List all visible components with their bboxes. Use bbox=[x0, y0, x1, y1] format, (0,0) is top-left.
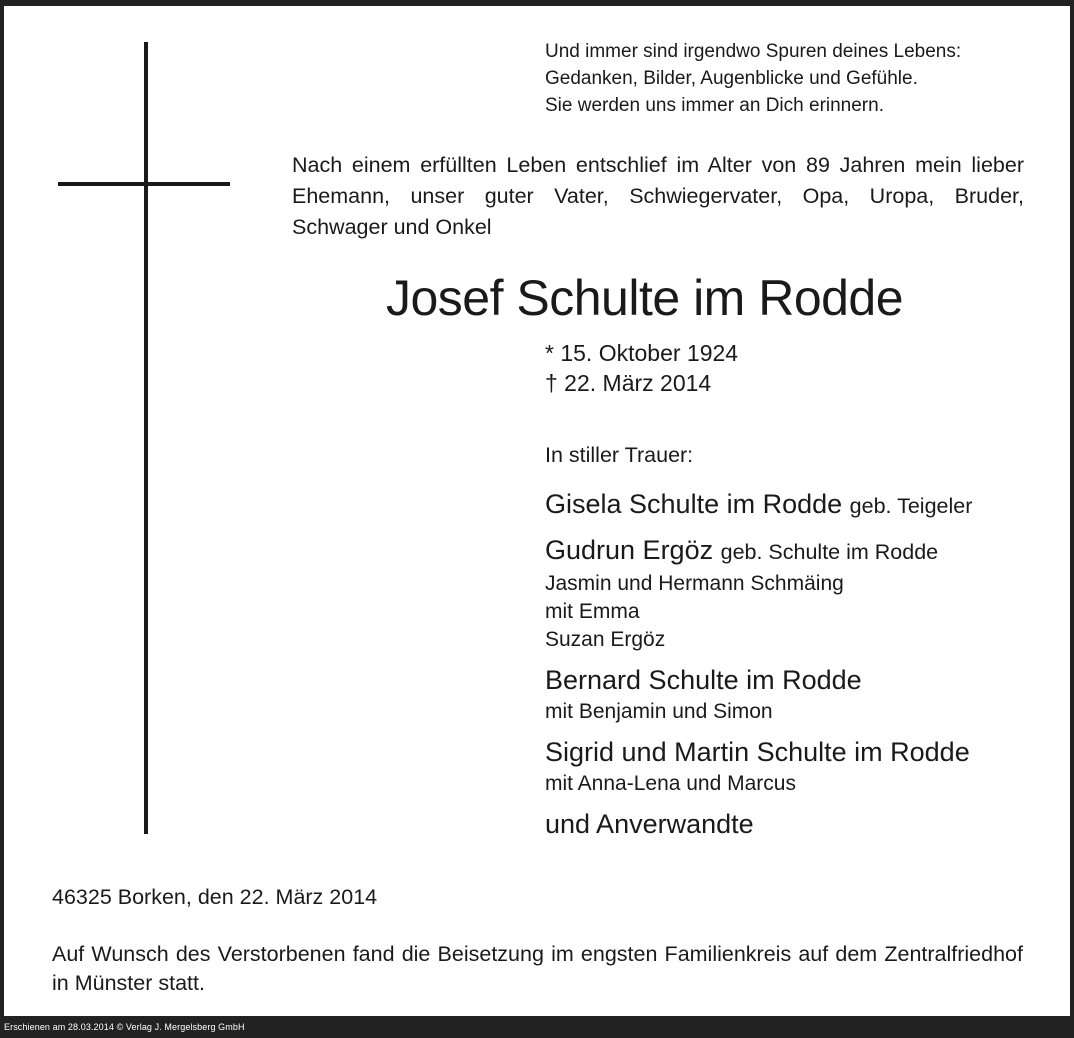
family-member-name bbox=[545, 532, 1045, 570]
family-member-name-text: Sigrid und Martin Schulte im Rodde bbox=[545, 737, 970, 767]
deceased-name: Josef Schulte im Rodde bbox=[386, 270, 904, 326]
family-member-relative: Suzan Ergöz bbox=[545, 628, 666, 651]
family-group bbox=[545, 532, 1045, 654]
cross-icon-vertical-bar bbox=[144, 42, 148, 834]
memorial-poem bbox=[545, 38, 961, 119]
family-member-relative: mit Emma bbox=[545, 600, 640, 623]
publication-footer: Erschienen am 28.03.2014 © Verlag J. Mergelsberg GmbH bbox=[4, 1022, 245, 1032]
death-date: † 22. März 2014 bbox=[545, 370, 712, 396]
family-member-birth-name: geb. Teigeler bbox=[849, 494, 973, 518]
family-group bbox=[545, 806, 1045, 842]
birth-date: * 15. Oktober 1924 bbox=[545, 340, 739, 366]
place-date: 46325 Borken, den 22. März 2014 bbox=[52, 885, 378, 909]
family-group bbox=[545, 734, 1045, 798]
poem-line: Sie werden uns immer an Dich erinnern. bbox=[545, 95, 884, 116]
poem-line: Und immer sind irgendwo Spuren deines Lebens: bbox=[545, 41, 962, 62]
cross-icon-horizontal-bar bbox=[58, 182, 230, 186]
mourning-heading: In stiller Trauer: bbox=[545, 443, 694, 467]
family-member-relative: mit Benjamin und Simon bbox=[545, 700, 773, 723]
family-group bbox=[545, 662, 1045, 726]
family-member-relative: mit Anna-Lena und Marcus bbox=[545, 772, 796, 795]
family-member-relative: Jasmin und Hermann Schmäing bbox=[545, 572, 844, 595]
family-member-name bbox=[545, 806, 1045, 842]
family-member-name bbox=[545, 486, 1045, 524]
family-member-name-text: und Anverwandte bbox=[545, 809, 754, 839]
intro-text: Nach einem erfüllten Leben entschlief im Alter von 89 Jahren mein lieber Ehemann, unser guter Vater, Schwiegervater, Opa, Uropa, Bruder, Schwager und Onkel bbox=[292, 153, 1024, 239]
life-dates bbox=[545, 338, 738, 398]
family-member-name bbox=[545, 734, 1045, 770]
poem-line: Gedanken, Bilder, Augenblicke und Gefühle. bbox=[545, 68, 918, 89]
family-member-birth-name: geb. Schulte im Rodde bbox=[720, 540, 939, 564]
family-group bbox=[545, 486, 1045, 524]
family-member-name-text: Gisela Schulte im Rodde bbox=[545, 489, 843, 519]
family-member-name-text: Gudrun Ergöz bbox=[545, 535, 714, 565]
burial-note: Auf Wunsch des Verstorbenen fand die Beisetzung im engsten Familienkreis auf dem Zentralfriedhof in Münster statt. bbox=[52, 942, 1023, 995]
family-member-name bbox=[545, 662, 1045, 698]
family-list bbox=[545, 486, 1045, 850]
family-member-name-text: Bernard Schulte im Rodde bbox=[545, 665, 862, 695]
